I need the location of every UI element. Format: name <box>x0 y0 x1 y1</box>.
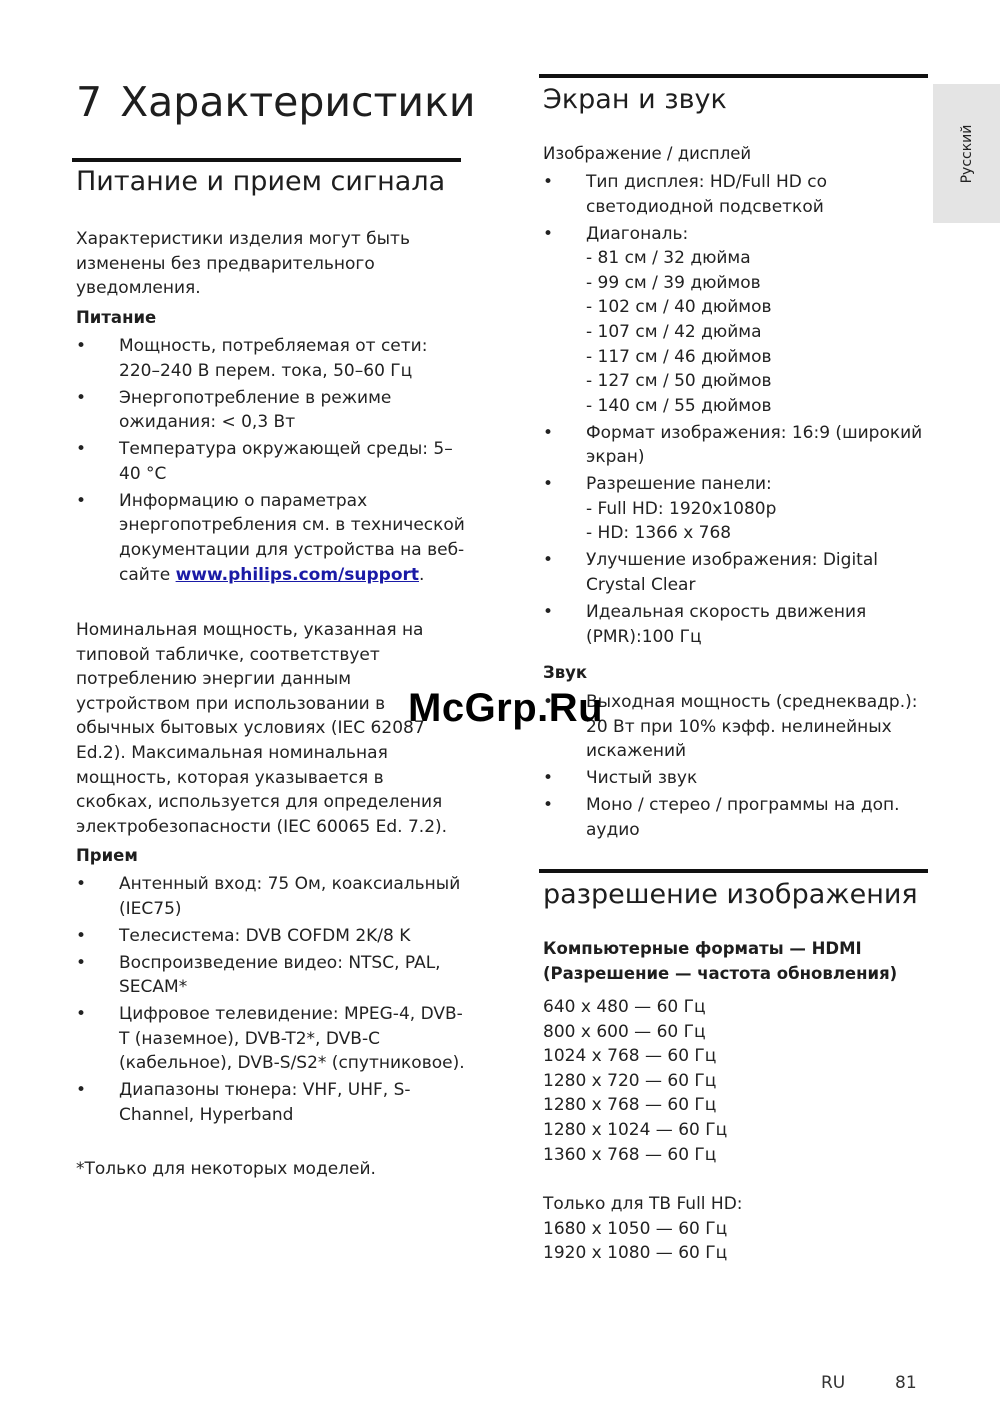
display-heading: Изображение / дисплей <box>543 144 752 163</box>
list-item: • Энергопотребление в режиме ожидания: < 0,3 Вт <box>76 386 466 435</box>
list-item: • Формат изображения: 16:9 (широкий экран) <box>543 421 928 470</box>
list-item: • Цифровое телевидение: MPEG-4, DVB-T (наземное), DVB-T2*, DVB-C (кабельное), DVB-S/S2* (спутниковое). <box>76 1002 466 1076</box>
resolution-section-title: разрешение изображения <box>543 879 918 910</box>
list-item: • Воспроизведение видео: NTSC, PAL, SECAM* <box>76 951 466 1000</box>
page-number: 81 <box>895 1373 917 1393</box>
list-item: • Мощность, потребляемая от сети: 220–240 В перем. тока, 50–60 Гц <box>76 334 466 383</box>
power-list <box>76 334 466 590</box>
diagonal-item: - 127 см / 50 дюймов <box>586 371 772 392</box>
reception-list <box>76 872 466 1130</box>
diagonal-item: - 140 см / 55 дюймов <box>586 395 772 416</box>
pc-format-item: 1360 x 768 — 60 Гц <box>543 1144 717 1165</box>
philips-support-link[interactable]: www.philips.com/support <box>175 564 420 585</box>
diagonal-item: - 102 см / 40 дюймов <box>586 297 772 318</box>
pc-format-item: 1024 x 768 — 60 Гц <box>543 1046 717 1067</box>
sound-heading: Звук <box>543 663 588 682</box>
fullhd-label: Только для ТВ Full HD: <box>543 1194 743 1214</box>
pc-formats-list <box>543 995 928 1167</box>
diagonal-item: - 117 см / 46 дюймов <box>586 346 772 367</box>
list-item: • Выходная мощность (среднеквадр.): 20 Вт при 10% кэфф. нелинейных искажений <box>543 690 928 764</box>
power-info-end: . <box>419 564 425 585</box>
list-item: • Моно / стерео / программы на доп. аудио <box>543 793 928 842</box>
power-info-text: Информацию о параметрах энергопотребления см. в технической документации для устройства на веб-сайте <box>119 490 465 585</box>
nominal-power-text: Номинальная мощность, указанная на типовой табличке, соответствует потреблению энергии данным устройством при использовании в обычных бытовых условиях (IEC 62087 Ed.2). Максимальная номинальная мощность, которая указывается в скобках, используется для определения электробезопасности (IEC 60065 Ed. 7.2). <box>76 620 448 837</box>
pc-format-item: 1280 x 720 — 60 Гц <box>543 1070 717 1091</box>
pc-format-item: 1280 x 768 — 60 Гц <box>543 1095 717 1116</box>
section-divider-right-bottom <box>539 869 928 873</box>
diagonal-label: • Диагональ: <box>586 223 689 244</box>
chapter-title <box>76 74 475 130</box>
pc-formats-heading-1: Компьютерные форматы — HDMI <box>543 939 862 958</box>
chapter-number: 7 <box>76 78 103 126</box>
power-heading: Питание <box>76 308 157 327</box>
reception-heading: Прием <box>76 846 138 865</box>
intro-text: Характеристики изделия могут быть изменены без предварительного уведомления. <box>76 229 410 299</box>
list-item: • Антенный вход: 75 Ом, коаксиальный (IEC75) <box>76 872 466 921</box>
list-item <box>76 489 466 587</box>
list-item: • Идеальная скорость движения (PMR):100 Гц <box>543 600 928 649</box>
diagonal-item: - 81 см / 32 дюйма <box>586 248 751 269</box>
pc-format-item: 800 x 600 — 60 Гц <box>543 1021 706 1042</box>
watermark: McGrp.Ru <box>408 686 604 730</box>
list-item <box>543 222 928 419</box>
footnote: *Только для некоторых моделей. <box>76 1159 376 1179</box>
display-section-title: Экран и звук <box>543 84 727 115</box>
panel-res-item: - HD: 1366 x 768 <box>586 523 732 544</box>
list-item: • Улучшение изображения: Digital Crystal Clear <box>543 548 928 597</box>
power-section-title: Питание и прием сигнала <box>76 166 446 197</box>
footer-language: RU <box>821 1373 846 1393</box>
pc-format-item: 1280 x 1024 — 60 Гц <box>543 1119 728 1140</box>
pc-formats-heading-2: (Разрешение — частота обновления) <box>543 964 898 983</box>
fullhd-formats <box>543 1192 928 1266</box>
panel-label: • Разрешение панели: <box>586 474 772 495</box>
language-tab <box>933 84 1000 223</box>
list-item <box>543 472 928 546</box>
list-item: • Температура окружающей среды: 5–40 °C <box>76 437 466 486</box>
list-item: • Телесистема: DVB COFDM 2K/8 K <box>76 924 466 949</box>
fullhd-format-item: 1680 x 1050 — 60 Гц <box>543 1218 728 1239</box>
diagonal-item: - 99 см / 39 дюймов <box>586 272 761 293</box>
fullhd-format-item: 1920 x 1080 — 60 Гц <box>543 1243 728 1264</box>
pc-format-item: 640 x 480 — 60 Гц <box>543 997 706 1017</box>
section-divider-right-top <box>539 74 928 78</box>
diagonal-item: - 107 см / 42 дюйма <box>586 321 762 342</box>
chapter-name: Характеристики <box>120 78 476 126</box>
section-divider-left <box>72 158 461 162</box>
list-item: • Диапазоны тюнера: VHF, UHF, S-Channel, Hyperband <box>76 1078 466 1127</box>
list-item: • Тип дисплея: HD/Full HD со светодиодной подсветкой <box>543 170 928 219</box>
display-list <box>543 170 928 652</box>
list-item: • Чистый звук <box>543 766 928 791</box>
language-tab-label: Русский <box>958 124 975 183</box>
panel-res-item: - Full HD: 1920x1080p <box>586 498 777 519</box>
